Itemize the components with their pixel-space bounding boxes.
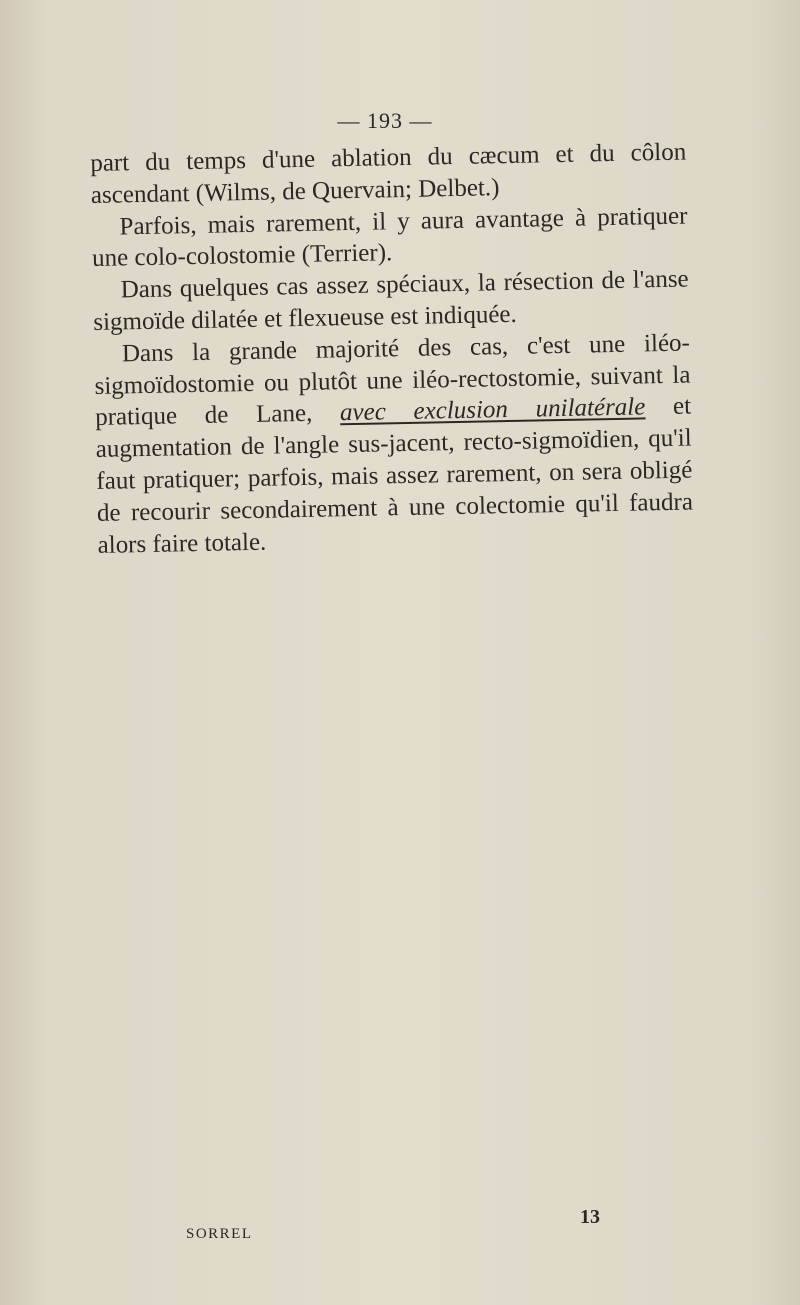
paragraph-text-start: Dans la grande majorité des cas, c'est une iléo-sigmoïdostomie ou plutôt une iléo-rectostomie, suivant la pratique de Lane, (94, 329, 691, 432)
emphasis-text: avec exclusion unilatérale (339, 393, 646, 427)
paragraph-colo-colostomie: Parfois, mais rarement, il y aura avantage à pratiquer une colo-colostomie (Terrier). (91, 202, 688, 273)
signature-mark: SORREL (186, 1226, 253, 1242)
page-number: — 193 — (337, 108, 433, 133)
paragraph-resection: Dans quelques cas assez spéciaux, la résection de l'anse sigmoïde dilatée et flexueuse est indiquée. (93, 265, 689, 336)
paragraph-text-end: et augmentation de l'angle sus-jacent, recto-sigmoïdien, qu'il faut pratiquer; parfois, mais assez rarement, on sera obligé de recourir secondairement à une colectomie qu'il faudra alors faire totale. (95, 392, 694, 559)
sheet-number: 13 (580, 1206, 600, 1228)
paragraph-continuation: part du temps d'une ablation du cæcum et du côlon ascendant (Wilms, de Quervain; Delbet.) (90, 138, 687, 209)
paragraph-ileo-sigmoidostomie (94, 327, 694, 561)
body-text (90, 137, 694, 562)
